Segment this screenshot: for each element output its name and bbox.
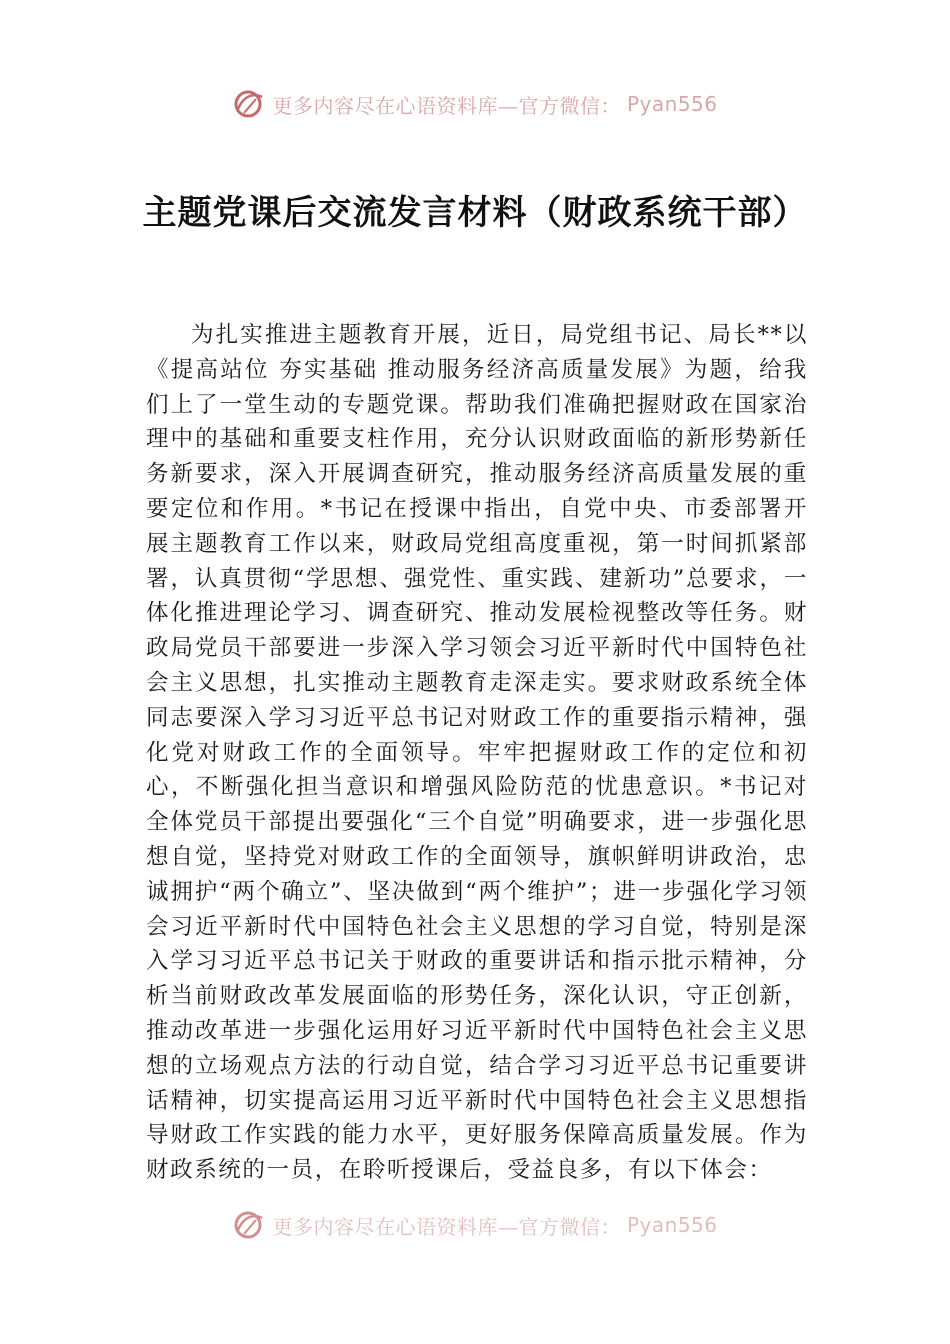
document-title: 主题党课后交流发言材料（财政系统干部） — [142, 193, 808, 233]
watermark-text: 更多内容尽在心语资料库—官方微信： — [272, 93, 621, 118]
watermark-footer — [0, 1206, 950, 1244]
brand-logo-icon — [232, 87, 266, 121]
brand-logo-icon — [232, 1208, 266, 1242]
watermark-wechat-id: Pyan556 — [626, 1213, 718, 1237]
watermark-wechat-id: Pyan556 — [626, 92, 718, 116]
watermark-text: 更多内容尽在心语资料库—官方微信： — [272, 1214, 621, 1239]
body-paragraph: 为扎实推进主题教育开展，近日，局党组书记、局长**以《提高站位 夯实基础 推动服务经济高质量发展》为题，给我们上了一堂生动的专题党课。帮助我们准确把握财政在国家治理中的基础和重要支柱作用，充分认识财政面临的新形势新任务新要求，深入开展调查研究，推动服务经济高质量发展的重要定位和作用。*书记在授课中指出，自党中央、市委部署开展主题教育工作以来，财政局党组高度重视，第一时间抓紧部署，认真贯彻“学思想、强党性、重实践、建新功”总要求，一体化推进理论学习、调查研究、推动发展检视整改等任务。财政局党员干部要进一步深入学习领会习近平新时代中国特色社会主义思想，扎实推动主题教育走深走实。要求财政系统全体同志要深入学习习近平总书记对财政工作的重要指示精神，强化党对财政工作的全面领导。牢牢把握财政工作的定位和初心，不断强化担当意识和增强风险防范的忧患意识。*书记对全体党员干部提出要强化“三个自觉”明确要求，进一步强化思想自觉，坚持党对财政工作的全面领导，旗帜鲜明讲政治，忠诚拥护“两个确立”、坚决做到“两个维护”；进一步强化学习领会习近平新时代中国特色社会主义思想的学习自觉，特别是深入学习习近平总书记关于财政的重要讲话和指示批示精神，分析当前财政改革发展面临的形势任务，深化认识，守正创新，推动改革进一步强化运用好习近平新时代中国特色社会主义思想的立场观点方法的行动自觉，结合学习习近平总书记重要讲话精神，切实提高运用习近平新时代中国特色社会主义思想指导财政工作实践的能力水平，更好服务保障高质量发展。作为财政系统的一员，在聆听授课后，受益良多，有以下体会： — [146, 322, 808, 1184]
watermark-header — [0, 84, 950, 124]
